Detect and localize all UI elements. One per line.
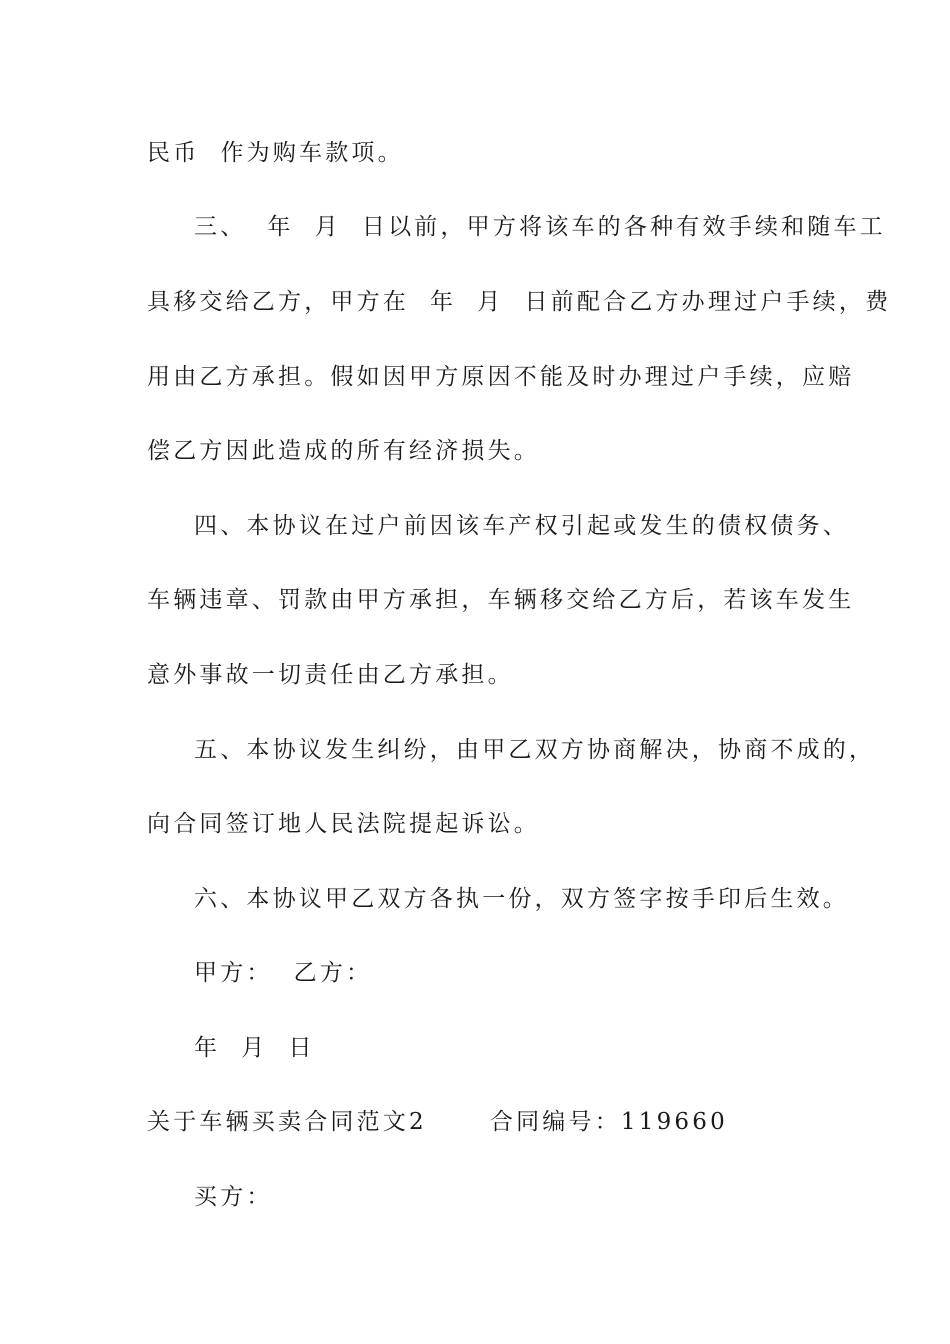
clause-4-line-2: 车辆违章、罚款由甲方承担，车辆移交给乙方后，若该车发生 bbox=[147, 587, 855, 613]
clause-6-line: 六、本协议甲乙双方各执一份，双方签字按手印后生效。 bbox=[194, 886, 849, 912]
signature-parties: 甲方： 乙方： bbox=[194, 960, 373, 986]
clause-4-line-3: 意外事故一切责任由乙方承担。 bbox=[147, 662, 514, 688]
clause-5-line-1: 五、本协议发生纠纷，由甲乙双方协商解决，协商不成的， bbox=[194, 737, 876, 763]
clause-3-line-4: 偿乙方因此造成的所有经济损失。 bbox=[147, 438, 540, 464]
clause-4-line-1: 四、本协议在过户前因该车产权引起或发生的债权债务、 bbox=[194, 513, 849, 539]
clause-3-line-2: 具移交给乙方，甲方在 年 月 日前配合乙方办理过户手续，费 bbox=[147, 289, 892, 315]
contract-title-number: 关于车辆买卖合同范文2 合同编号：119660 bbox=[147, 1109, 728, 1135]
clause-3-line-1: 三、 年 月 日以前，甲方将该车的各种有效手续和随车工 bbox=[194, 214, 886, 240]
clause-5-line-2: 向合同签订地人民法院提起诉讼。 bbox=[147, 811, 540, 837]
clause-3-line-3: 用由乙方承担。假如因甲方原因不能及时办理过户手续，应赔 bbox=[147, 364, 855, 390]
text-line-1: 民币 作为购车款项。 bbox=[147, 140, 404, 166]
buyer-label: 买方： bbox=[194, 1184, 273, 1210]
signature-date: 年 月 日 bbox=[194, 1035, 315, 1061]
